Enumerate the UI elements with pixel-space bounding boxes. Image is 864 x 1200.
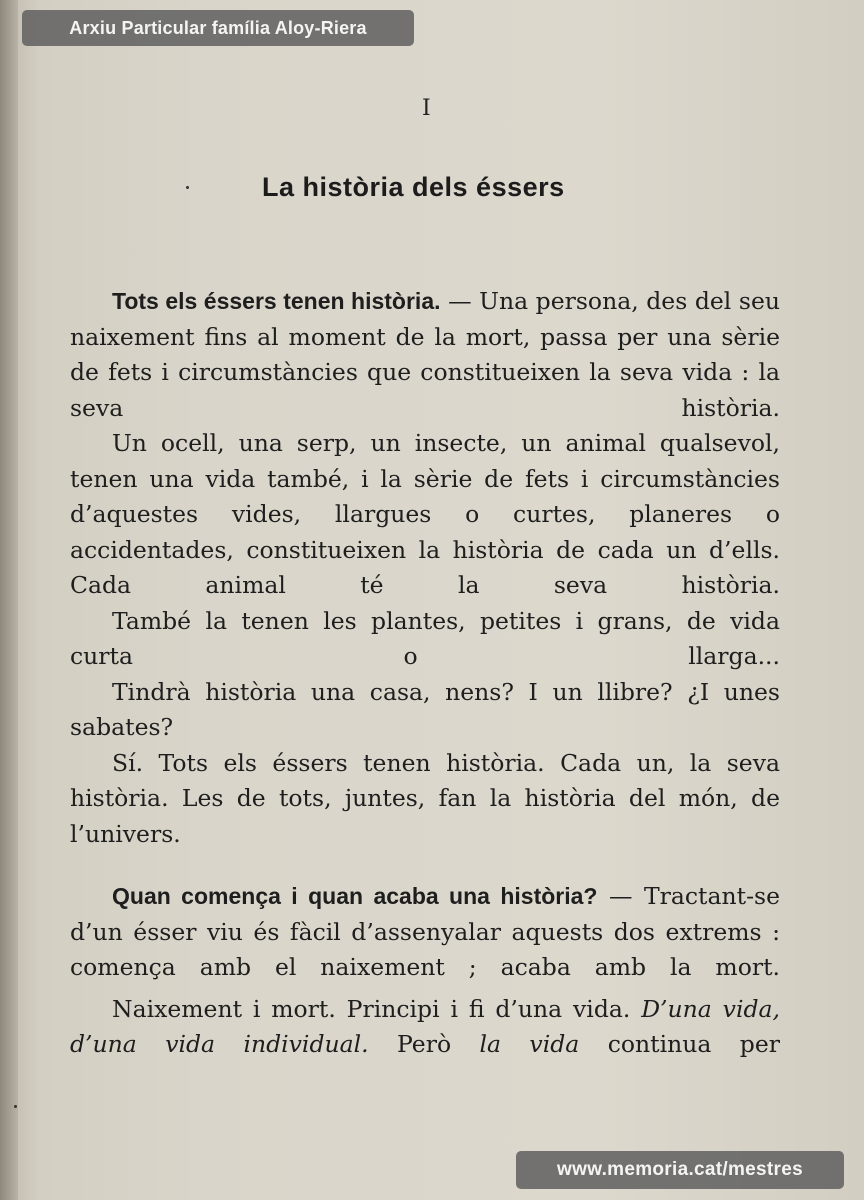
italic-run: la vida (479, 1030, 580, 1058)
text-run: Naixement i mort. Principi i fi d’una vida. (112, 994, 631, 1023)
paragraph (70, 879, 780, 986)
section-2 (70, 879, 780, 1063)
paragraph: Sí. Tots els éssers tenen història. Cada un, la seva història. Les de tots, juntes, fan la història del món, de l’univers. (70, 748, 780, 848)
section-heading: Quan comença i quan acaba una història? (112, 883, 598, 909)
book-spine (0, 0, 18, 1200)
paragraph: Tindrà història una casa, nens? I un llibre? ¿I unes sabates? (70, 677, 780, 741)
chapter-number: I (422, 96, 431, 121)
text-run: continua per (607, 1030, 780, 1058)
paragraph-text: — Una persona, des del seu naixement fins al moment de la mort, passa per una sèrie de fets i circumstàncies que constitueixen la seva vida : la seva història. (70, 287, 780, 422)
italic-run: D’una vida, d’una vida individual. (70, 994, 780, 1058)
paragraph (70, 284, 780, 426)
paragraph: També la tenen les plantes, petites i grans, de vida curta o llarga... (70, 606, 780, 670)
paper-speck (14, 1105, 17, 1108)
paragraph: Un ocell, una serp, un insecte, un animal qualsevol, tenen una vida també, i la sèrie de fets i circumstàncies d’aquestes vides, llargues o curtes, planeres o accidentades, constitueixen la història de cada un d’ells. Cada animal té la seva història. (70, 429, 780, 599)
section-1 (70, 284, 780, 852)
site-watermark: www.memoria.cat/mestres (516, 1151, 844, 1189)
section-heading: Tots els éssers tenen història. (112, 288, 441, 314)
archive-watermark: Arxiu Particular família Aloy-Riera (22, 10, 414, 46)
paragraph-text: — Tractant-se d’un ésser viu és fàcil d’assenyalar aquests dos extrems : comença amb el naixement ; acaba amb la mort. (70, 882, 780, 981)
paragraph (70, 992, 780, 1063)
chapter-title: La història dels éssers (262, 172, 565, 202)
text-run: Però (397, 1030, 452, 1058)
paper-speck (186, 186, 189, 189)
